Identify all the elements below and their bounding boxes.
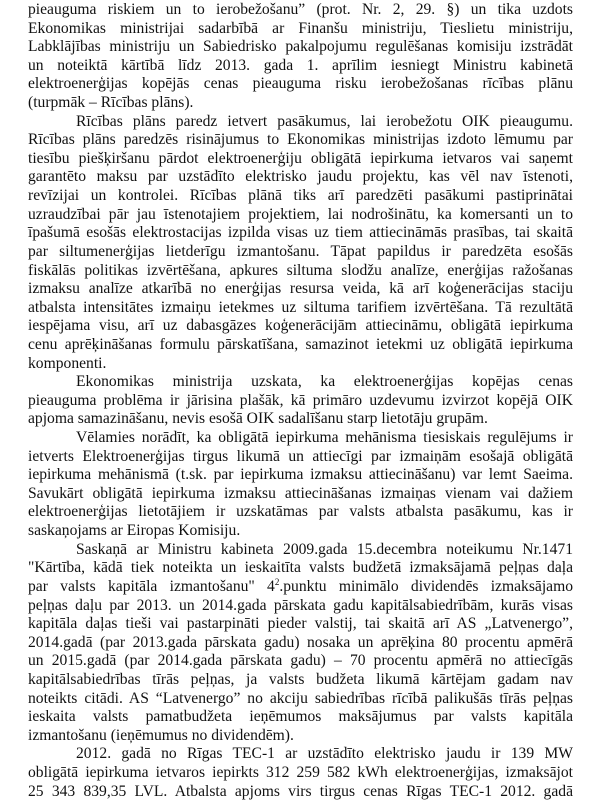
superscript: 2 (274, 576, 280, 587)
line-text: atbalsta intensitātes izmaiņu ietekmes uz siltuma tarifiem izvērtēšana. Tā rezultātā (28, 298, 573, 316)
line-text: iepirkuma mehānismā (t.sk. par iepirkuma izmaksu attiecināšanu) var lemt Saeima. (28, 466, 573, 484)
line-text: izmantošanu (ieņēmumus no dividendēm). (28, 726, 294, 744)
line-text: elektroenerģijas lietotājiem ir uzskatāmas par valsts atbalsta pasākumu, kas ir (28, 503, 573, 521)
line-text: Saskaņā ar Ministru kabineta 2009.gada 15.decembra noteikumu Nr.1471 (76, 540, 573, 558)
text-line (28, 690, 573, 709)
line-text: pieauguma riskiem un to ierobežošanu” (prot. Nr. 2, 29. §) un tika uzdots (28, 1, 573, 18)
line-text: saskaņojams ar Eiropas Komisiju. (28, 522, 241, 540)
line-text: Ekonomikas ministrijai sadarbībā ar Finanšu ministriju, Tieslietu ministriju, (28, 19, 573, 37)
line-text: un 2015.gadā (par 2014.gada pārskata gadu) – 70 procentu apmērā no attiecīgās (28, 652, 573, 670)
text-line (28, 764, 573, 783)
line-text: 25 343 839,35 LVL. Atbalsta apjoms virs tirgus cenas Rīgas TEC-1 2012. gadā (28, 782, 573, 800)
line-text: ieskaita valsts pamatbudžeta ieņēmumos maksājumus par valsts kapitāla (28, 708, 573, 726)
line-text-continued: .punktu minimālo dividendēs izmaksājamo (279, 577, 573, 595)
paragraph-first-line (28, 541, 573, 560)
line-text: fiskālās politikas izvērtēšana, apkures siltuma slodžu analīze, enerģijas ražošanas (28, 261, 573, 279)
text-line (28, 262, 573, 281)
text-line (28, 206, 573, 225)
text-line (28, 392, 573, 411)
text-line (28, 783, 573, 802)
text-line (28, 634, 573, 653)
line-text: elektroenerģijas kopējās cenas pieauguma risku ierobežošanas rīcības plānu (28, 75, 573, 93)
line-text: Ekonomikas ministrija uzskata, ka elektroenerģijas kopējas cenas (76, 373, 573, 391)
text-line (28, 94, 573, 113)
line-text: komponenti. (28, 354, 107, 372)
text-line (28, 559, 573, 578)
text-line (28, 671, 573, 690)
text-line (28, 466, 573, 485)
paragraph-first-line (28, 745, 573, 764)
line-text: Labklājības ministriju un Sabiedrisko pakalpojumu regulēšanas komisiju izstrādāt (28, 38, 573, 56)
text-line (28, 578, 573, 597)
text-line (28, 336, 573, 355)
line-text: par valsts kapitāla izmantošanu" 4 (28, 577, 275, 595)
line-text: Vēlamies norādīt, ka obligātā iepirkuma mehānisma tiesiskais regulējums ir (76, 429, 573, 447)
text-line (28, 1, 573, 20)
paragraph-first-line (28, 429, 573, 448)
text-line (28, 20, 573, 39)
paragraph-first-line (28, 373, 573, 392)
line-text: 2014.gadā (par 2013.gada pārskata gadu) nosaka un aprēķina 80 procentu apmērā (28, 633, 573, 651)
text-line (28, 448, 573, 467)
line-text: uzraudzībai pār jau īstenotajiem projektiem, lai nodrošinātu, ka komersanti un to (28, 205, 573, 223)
text-line (28, 243, 573, 262)
line-text: Savukārt obligātā iepirkuma izmaksu attiecināšanas izmaiņas vienam vai dažiem (28, 484, 573, 502)
text-line (28, 75, 573, 94)
line-text: pieauguma problēma ir jārisina plašāk, kā primāro uzdevumu izvirzot kopējā OIK (28, 391, 573, 409)
line-text: un noteiktā kārtībā līdz 2013. gada 1. aprīlim iesniegt Ministru kabinetā (28, 56, 573, 74)
text-line (28, 652, 573, 671)
text-line (28, 410, 573, 429)
line-text: Rīcības plāns paredzēs risinājumus to Ekonomikas ministrijas izdoto lēmumu par (28, 131, 573, 149)
line-text: īpašumā esošās elektrostacijas izpilda visas uz tiem attiecināmās prasības, tai skaitā (28, 224, 573, 242)
line-text: revīzijai un kontrolei. Rīcības plānā tiks arī paredzēti pasākumi pastiprinātai (28, 187, 573, 205)
text-line (28, 187, 573, 206)
text-line (28, 355, 573, 374)
text-line (28, 280, 573, 299)
line-text: apjoma samazināšanu, nevis esošā OIK sadalīšanu starp lietotāju grupām. (28, 410, 488, 428)
line-text: (turpmāk – Rīcības plāns). (28, 94, 194, 112)
line-text: peļņas daļu par 2013. un 2014.gada pārskata gadu kapitālsabiedrībām, kurās visas (28, 596, 573, 614)
line-text: obligātā iepirkuma ietvaros iepirkts 312 259 582 kWh elektroenerģijas, izmaksājot (28, 763, 573, 781)
text-line (28, 57, 573, 76)
text-line (28, 150, 573, 169)
line-text: kapitālsabiedrības tīrās peļņas, ja valsts budžeta likumā kārtējam gadam nav (28, 670, 573, 688)
line-text: garantēto maksu par uzstādīto elektrisko jaudu projektu, kas vēl nav īstenoti, (28, 168, 573, 186)
line-text: iespējama visu, arī uz dabasgāzes koģenerācijām attiecināmu, obligātā iepirkuma (28, 317, 573, 335)
text-line (28, 485, 573, 504)
line-text: kapitāla daļas tieši vai pastarpināti pieder valstij, tai skaitā arī AS „Latvenergo”, (28, 615, 573, 633)
line-text: izmaksu analīze atkarībā no enerģijas resursa veida, kā arī koģenerācijas staciju (28, 280, 573, 298)
text-line (28, 522, 573, 541)
text-line (28, 299, 573, 318)
paragraph-first-line (28, 113, 573, 132)
line-text: "Kārtība, kādā tiek noteikta un ieskaitīta valsts budžetā izmaksājamā peļņas daļa (28, 559, 573, 577)
text-line (28, 224, 573, 243)
line-text: Rīcības plāns paredz ietvert pasākumus, lai ierobežotu OIK pieaugumu. (76, 112, 573, 130)
text-line (28, 708, 573, 727)
text-line (28, 38, 573, 57)
text-line (28, 727, 573, 746)
text-line (28, 615, 573, 634)
text-line (28, 597, 573, 616)
line-text: noteikts citādi. AS “Latvenergo” no akciju sabiedrības rīcībā palikušās tīrās peļņas (28, 689, 573, 707)
text-line (28, 503, 573, 522)
line-text: tiesību piešķiršanu pārdot elektroenerģiju obligātā iepirkuma ietvaros vai saņemt (28, 149, 573, 167)
line-text: cenu aprēķināšanas formulu pārskatīšana, samazinot ietekmi uz obligātā iepirkuma (28, 335, 573, 353)
document-page (28, 1, 573, 801)
line-text: 2012. gadā no Rīgas TEC-1 ar uzstādīto elektrisko jaudu ir 139 MW (76, 745, 573, 763)
line-text: par siltumenerģijas lietderīgu izmantošanu. Tāpat papildus ir paredzēta esošās (28, 242, 573, 260)
line-text: ietverts Elektroenerģijas tirgus likumā un attiecīgi par izmaiņām esošajā obligātā (28, 447, 573, 465)
text-line (28, 317, 573, 336)
text-line (28, 131, 573, 150)
text-line (28, 168, 573, 187)
